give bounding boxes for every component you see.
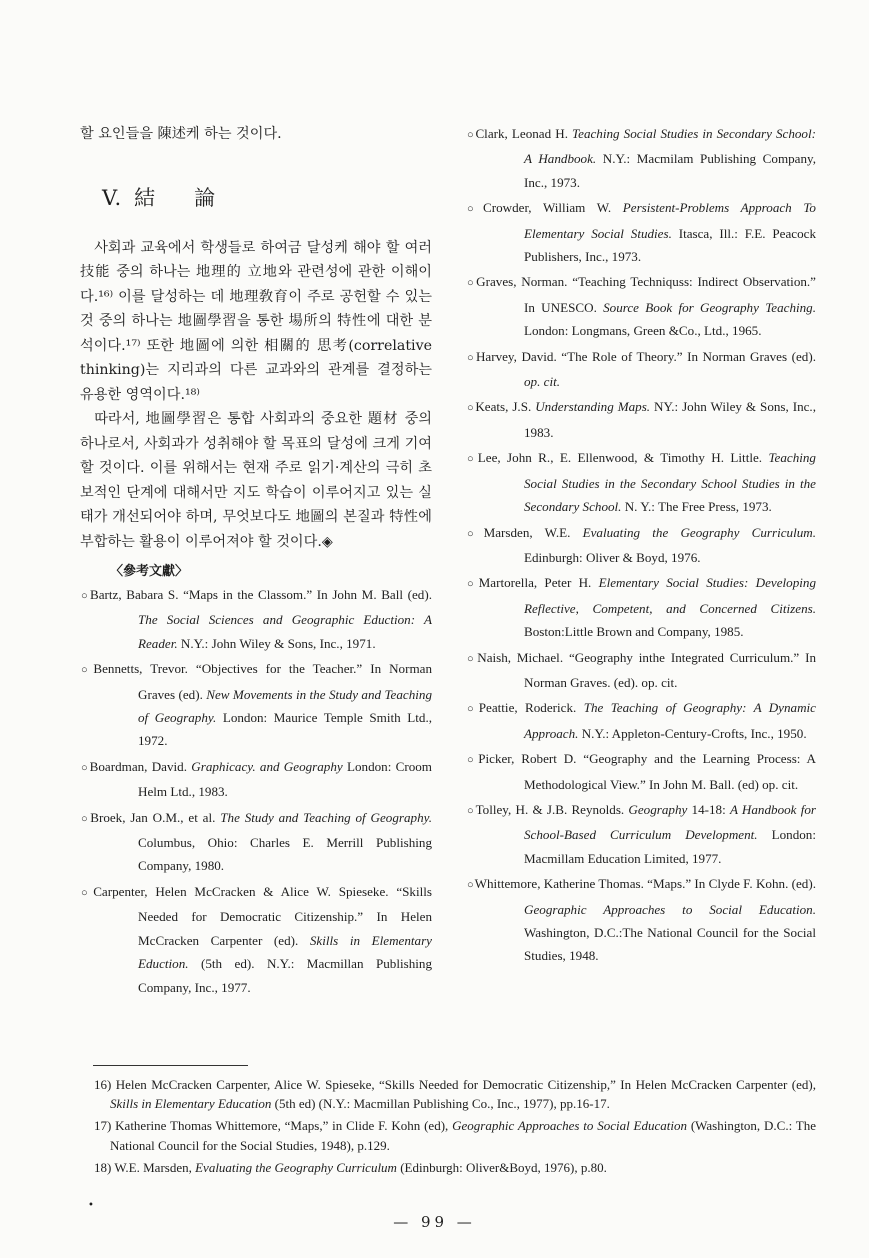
reference-item [466,747,816,796]
reference-text: NY.: John Wiley & Sons, Inc., 1983. [524,399,816,440]
reference-text: 14-18: [687,801,730,817]
reference-item [466,345,816,394]
reference-item [466,196,816,268]
reference-text: N.Y.: Appleton-Century-Crofts, Inc., 1950. [578,725,807,741]
footnote-text: 18) W.E. Marsden, [94,1159,196,1175]
reference-bullet: ○ [81,812,90,825]
reference-bullet: ○ [81,761,89,774]
reference-item [466,446,816,518]
reference-text: Washington, D.C.:The National Council for the Social Studies, 1948. [524,925,816,964]
reference-title: Skills in Elementary Eduction. [138,932,432,972]
reference-text: N. Y.: The Free Press, 1973. [621,499,772,515]
footnote-item [94,1158,816,1177]
footnote-rule [93,1065,248,1066]
conclusion-paragraph-1: 사회과 교육에서 학생들로 하여금 달성케 해야 할 여러 技能 중의 하나는 地理的 立地와 관련성에 관한 이해이다.¹⁶⁾ 이를 달성하는 데 地理敎育이 주로 공헌할 수 있는 것 중의 하나는 地圖學習을 통한 場所의 特性에 대한 분석이다.¹⁷⁾ 또한 地圖에 의한 相關的 思考(correlative thinking)는 지리과의 다른 교과와의 관계를 결정하는 유용한 영역이다.¹⁸⁾ [80,239,432,403]
reference-title: Teaching Social Studies in Secondary School: A Handbook. [524,126,816,167]
reference-item [466,798,816,870]
references-list-left [80,583,432,999]
reference-text: (5th ed). N.Y.: Macmillan Publishing Company, Inc., 1977. [138,956,432,995]
section-number: V. [102,185,123,210]
section-title-part-2: 論 [194,185,217,210]
reference-bullet: ○ [81,664,93,677]
reference-text: London: Longmans, Green &Co., Ltd., 1965. [524,323,762,339]
reference-bullet: ○ [467,754,478,767]
reference-text: Boston:Little Brown and Company, 1985. [524,624,744,640]
reference-bullet: ○ [467,703,478,716]
reference-item [80,583,432,655]
reference-item [466,270,816,342]
footnote-item [94,1075,816,1113]
reference-title: Evaluating the Geography Curriculum. [582,524,816,540]
right-column [466,122,816,970]
reference-text: Clark, Leonad H. [475,126,573,141]
reference-title: Geographic Approaches to Social Education. [524,901,816,917]
reference-item [80,755,432,804]
reference-bullet: ○ [81,590,89,602]
reference-item [466,571,816,643]
reference-bullet: ○ [467,453,477,466]
reference-item [466,646,816,695]
reference-text: Columbus, Ohio: Charles E. Merrill Publishing Company, 1980. [138,835,432,874]
reference-text: Bennetts, Trevor. “Objectives for the Teacher.” In Norman Graves (ed). [93,661,432,702]
reference-text: Boardman, David. [89,758,192,774]
reference-item [466,696,816,745]
footnote-text: (5th ed) (N.Y.: Macmillan Publishing Co., Inc., 1977), pp.16-17. [271,1096,610,1112]
reference-bullet: ○ [467,203,482,216]
reference-title: Source Book for Geography Teaching. [603,299,816,315]
reference-bullet: ○ [467,804,475,817]
reference-item [466,521,816,570]
reference-bullet: ○ [467,652,477,665]
reference-bullet: ○ [467,879,474,892]
reference-text: N.Y.: Macmilam Publishing Company, Inc., 1973. [524,151,816,190]
reference-text: Martorella, Peter H. [478,575,599,591]
reference-bullet: ○ [81,886,93,899]
conclusion-paragraph-2: 따라서, 地圖學習은 통합 사회과의 중요한 題材 중의 하나로서, 사회과가 성취해야 할 목표의 달성에 크게 기여할 것이다. 이를 위해서는 현재 주로 읽기·계산의 극히 초보적인 단계에 대해서만 지도 학습이 이루어지고 있는 실태가 개선되어야 하며, 무엇보다도 地圖의 본질과 特性에 부합하는 활용이 이루어져야 할 것이다.◈ [80,411,432,550]
reference-bullet: ○ [467,578,478,591]
reference-text: Broek, Jan O.M., et al. [90,809,221,825]
reference-title: Teaching Social Studies in the Secondary School Studies in the Secondary School. [524,450,816,515]
reference-text: Tolley, H. & J.B. Reynolds. [475,801,629,817]
footnote-text: 17) Katherine Thomas Whittemore, “Maps,” in Clide F. Kohn (ed), [94,1118,453,1134]
left-column [80,122,432,1001]
reference-item [80,657,432,753]
footnote-title: Skills in Elementary Education [110,1096,272,1112]
footnote-text: (Edinburgh: Oliver&Boyd, 1976), p.80. [396,1159,607,1175]
reference-text: Itasca, Ill.: F.E. Peacock Publishers, Inc., 1973. [524,225,816,265]
reference-text: Harvey, David. “The Role of Theory.” In Norman Graves (ed). [475,348,816,364]
reference-text: Crowder, William W. [483,200,623,216]
reference-text: Lee, John R., E. Ellenwood, & Timothy H. Little. [477,450,769,466]
reference-item [466,122,816,194]
reference-text: Peattie, Roderick. [478,700,584,716]
reference-bullet: ○ [467,527,483,540]
reference-item [466,872,816,968]
reference-title: The Teaching of Geography: A Dynamic Approach. [524,700,816,741]
reference-item [80,880,432,999]
references-heading: 〈參考文獻〉 [110,564,189,579]
section-heading [102,182,432,212]
reference-text: Picker, Robert D. “Geography and the Learning Process: A Methodological View.” In John M. Ball. (ed) op. cit. [478,751,816,792]
reference-text: London: Macmillam Education Limited, 1977. [524,827,816,866]
reference-text: Whittemore, Katherine Thomas. “Maps.” In Clyde F. Kohn. (ed). [474,876,816,892]
reference-item [80,806,432,878]
page-number: — 99 — [393,1213,476,1231]
reference-text: London: Croom Helm Ltd., 1983. [138,758,432,800]
reference-title: Geography [628,801,688,817]
reference-bullet: ○ [467,351,475,364]
footnote-item [94,1116,816,1154]
reference-text: Edinburgh: Oliver & Boyd, 1976. [524,549,701,565]
reference-title: The Study and Teaching of Geography. [220,809,432,825]
reference-item [466,395,816,444]
footnote-title: Evaluating the Geography Curriculum [195,1159,397,1175]
reference-text: London: Maurice Temple Smith Ltd., 1972. [138,710,432,749]
reference-title: op. cit. [524,374,561,390]
reference-text: Carpenter, Helen McCracken & Alice W. Spieseke. “Skills Needed for Democratic Citizenship.” In Helen McCracken Carpenter (ed). [93,883,432,948]
reference-title: The Social Sciences and Geographic Eduction: A Reader. [138,612,432,651]
footnotes [94,1075,816,1180]
reference-bullet: ○ [467,402,475,415]
reference-text: Bartz, Babara S. “Maps in the Classom.” In John M. Ball (ed). [89,587,432,602]
reference-title: Graphicacy. and Geography [191,758,343,774]
stray-mark: • [88,1200,94,1211]
reference-text: Graves, Norman. “Teaching Techniquss: Indirect Observation.” In UNESCO. [476,274,816,315]
reference-title: Elementary Social Studies: Developing Reflective, Competent, and Concerned Citizens. [524,575,816,616]
footnote-text: (Washington, D.C.: The National Council for the Social Studies, 1948), p.129. [110,1118,816,1153]
reference-text: N.Y.: John Wiley & Sons, Inc., 1971. [177,635,376,651]
reference-bullet: ○ [467,277,476,290]
reference-text: Keats, J.S. [475,399,536,415]
reference-bullet: ○ [467,129,475,141]
reference-text: Marsden, W.E. [483,524,583,540]
footnote-text: 16) Helen McCracken Carpenter, Alice W. Spieseke, “Skills Needed for Democratic Citizenship,” In Helen McCracken Carpenter (ed), [94,1077,816,1092]
footnote-title: Geographic Approaches to Social Education [452,1118,687,1134]
reference-text: Naish, Michael. “Geography inthe Integrated Curriculum.” In Norman Graves. (ed). op. cit. [477,649,816,690]
reference-title: A Handbook for School-Based Curriculum Development. [524,801,816,843]
section-title-part-1: 結 [134,185,157,210]
reference-title: Understanding Maps. [535,399,651,415]
references-list-right [466,122,816,968]
reference-title: Persistent-Problems Approach To Elementary Social Studies. [524,200,816,241]
reference-title: New Movements in the Study and Teaching of Geography. [138,686,433,726]
continuation-text: 할 요인들을 陳述케 하는 것이다. [80,126,282,142]
